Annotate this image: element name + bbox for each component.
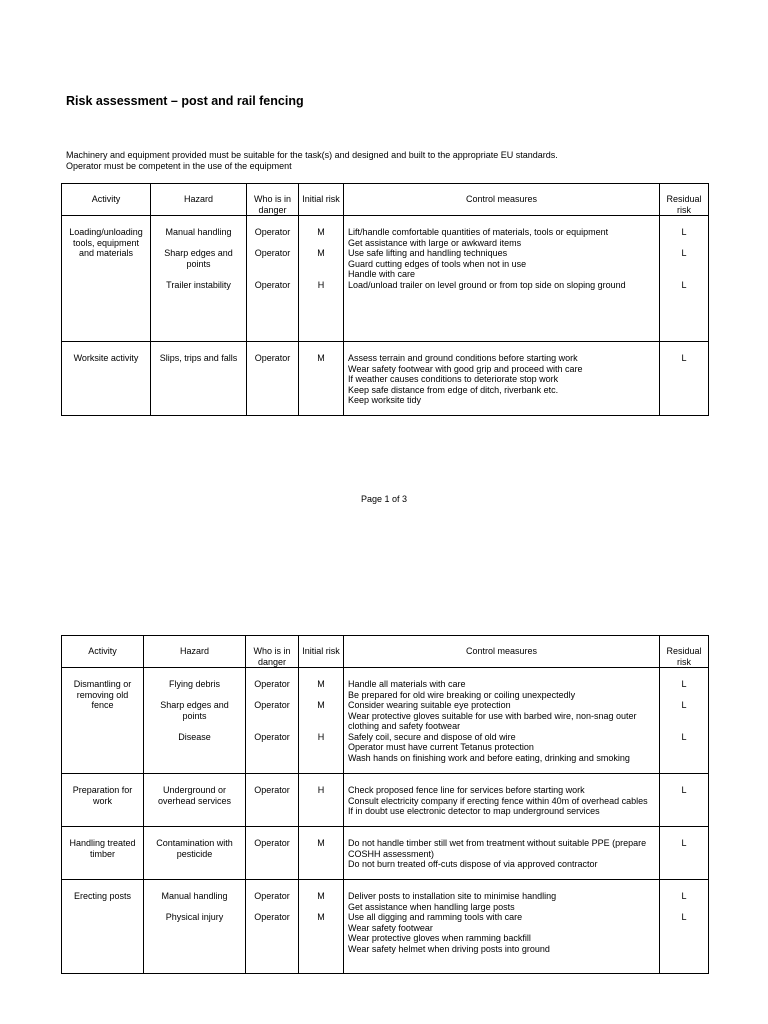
- residual-risk-value: L: [681, 353, 687, 363]
- control-measure-item: If weather causes conditions to deteriorate stop work: [348, 374, 559, 384]
- initial-risk-value: M: [317, 679, 325, 689]
- residual-risk-value: L: [681, 227, 687, 237]
- activity-cell: [62, 342, 151, 416]
- who-cell-inner: [247, 216, 298, 290]
- hazard-text: Manual handling: [165, 227, 232, 237]
- who-cell-inner: [246, 827, 298, 859]
- control-measure-item: Deliver posts to installation site to minimise handling: [348, 891, 557, 901]
- header-residual-risk: Residual risk: [660, 184, 709, 216]
- residual-risk-cell: [660, 774, 709, 827]
- initial-risk-value: M: [317, 700, 325, 710]
- spacer: [302, 721, 340, 732]
- spacer: [663, 269, 705, 280]
- intro-text: [66, 150, 706, 171]
- hazard-cell-inner: [144, 827, 245, 859]
- who-cell: [246, 668, 299, 774]
- control-measures-list: [344, 774, 659, 817]
- initial-risk-cell-inner: [299, 342, 343, 364]
- initial-risk-value: H: [317, 785, 325, 795]
- header-initial-risk: Initial risk: [299, 636, 344, 668]
- initial-risk-cell-inner: [299, 774, 343, 806]
- hazard-cell-inner: [144, 668, 245, 742]
- activity-text: Preparation for work: [72, 785, 133, 806]
- residual-risk-inner: [660, 216, 708, 290]
- residual-risk-value: L: [681, 700, 687, 710]
- hazard-text: Flying debris: [168, 679, 221, 689]
- initial-risk-value: H: [317, 279, 325, 290]
- control-measure-item: Do not burn treated off-cuts dispose of via approved contractor: [348, 859, 598, 869]
- residual-risk-value: L: [681, 912, 687, 922]
- header-who: Who is in danger: [246, 636, 299, 668]
- header-hazard: Hazard: [144, 636, 246, 668]
- residual-risk-cell: [660, 342, 709, 416]
- control-measure-item: If in doubt use electronic detector to map underground services: [348, 806, 600, 816]
- hazard-cell: [144, 668, 246, 774]
- initial-risk-cell: [299, 216, 344, 342]
- activity-text: Worksite activity: [73, 353, 139, 363]
- hazard-cell: [144, 774, 246, 827]
- initial-risk-cell: [299, 880, 344, 974]
- residual-risk-value: L: [681, 248, 687, 258]
- control-measure-item: Load/unload trailer on level ground or from top side on sloping ground: [348, 279, 626, 290]
- intro-line: Operator must be competent in the use of the equipment: [66, 160, 292, 171]
- activity-cell: [62, 774, 144, 827]
- initial-risk-value: M: [317, 838, 325, 848]
- spacer: [663, 690, 705, 701]
- control-measures-list: [344, 216, 659, 290]
- control-measure-item: Use all digging and ramming tools with care: [348, 912, 523, 922]
- control-measures-cell: [344, 774, 660, 827]
- hazard-text: Slips, trips and falls: [159, 353, 238, 363]
- control-measures-list: [344, 880, 659, 954]
- who-text: Operator: [254, 227, 291, 237]
- activity-cell: [62, 827, 144, 880]
- hazard-text: Sharp edges and points: [160, 700, 229, 721]
- residual-risk-cell: [660, 216, 709, 342]
- header-control-measures: Control measures: [344, 184, 660, 216]
- hazard-text: Manual handling: [161, 891, 228, 901]
- risk-table-2: [61, 635, 709, 974]
- who-text: Operator: [254, 700, 290, 710]
- spacer: [249, 721, 295, 732]
- table-row: [62, 668, 709, 774]
- header-activity: Activity: [62, 636, 144, 668]
- header-control-measures: Control measures: [344, 636, 660, 668]
- control-measures-cell: [344, 827, 660, 880]
- control-measure-item: Keep safe distance from edge of ditch, riverbank etc.: [348, 384, 559, 395]
- control-measure-item: Check proposed fence line for services before starting work: [348, 785, 585, 795]
- intro-line: Machinery and equipment provided must be suitable for the task(s) and designed and built to the appropriate EU standards.: [66, 150, 558, 160]
- spacer: [663, 721, 705, 732]
- who-text: Operator: [254, 891, 290, 901]
- control-measures-cell: [344, 880, 660, 974]
- initial-risk-value: M: [317, 248, 325, 258]
- hazard-text: Disease: [178, 731, 211, 742]
- who-text: Operator: [254, 912, 290, 922]
- initial-risk-cell-inner: [299, 216, 343, 290]
- hazard-cell-inner: [144, 774, 245, 806]
- control-measure-item: Handle all materials with care: [348, 679, 466, 689]
- who-cell: [246, 827, 299, 880]
- hazard-cell: [151, 216, 247, 342]
- who-cell-inner: [246, 774, 298, 806]
- residual-risk-value: L: [681, 838, 687, 848]
- spacer: [302, 238, 340, 249]
- control-measure-item: Get assistance with large or awkward items: [348, 237, 522, 248]
- spacer: [154, 238, 243, 249]
- control-measure-item: Operator must have current Tetanus protection: [348, 742, 534, 752]
- who-cell: [247, 216, 299, 342]
- spacer: [302, 902, 340, 913]
- control-measure-item: Handle with care: [348, 269, 416, 279]
- hazard-cell: [144, 827, 246, 880]
- table-row: [62, 880, 709, 974]
- control-measure-item: Wear protective gloves suitable for use with barbed wire, non-snag outer: [348, 710, 637, 721]
- activity-text: Erecting posts: [73, 891, 132, 901]
- spacer: [147, 721, 242, 732]
- spacer: [147, 902, 242, 913]
- who-text: Operator: [254, 679, 290, 689]
- activity-cell: [62, 880, 144, 974]
- control-measure-item: Wear protective gloves when ramming backfill: [348, 933, 531, 943]
- spacer: [154, 269, 243, 280]
- table-row: [62, 342, 709, 416]
- who-cell: [247, 342, 299, 416]
- page-number: Page 1 of 3: [360, 494, 408, 504]
- hazard-cell: [144, 880, 246, 974]
- who-text: Operator: [254, 731, 290, 742]
- spacer: [250, 269, 295, 280]
- residual-risk-inner: [660, 774, 708, 806]
- spacer: [147, 690, 242, 701]
- initial-risk-value: M: [317, 227, 325, 237]
- control-measure-item: Do not handle timber still wet from treatment without suitable PPE (prepare: [348, 838, 647, 848]
- initial-risk-value: H: [317, 731, 325, 742]
- table-row: [62, 774, 709, 827]
- control-measure-item: Use safe lifting and handling techniques: [348, 248, 508, 258]
- residual-risk-inner: [660, 827, 708, 859]
- residual-risk-cell: [660, 668, 709, 774]
- hazard-text: Trailer instability: [166, 279, 231, 290]
- who-cell-inner: [247, 342, 298, 364]
- control-measures-cell: [344, 342, 660, 416]
- who-text: Operator: [254, 353, 291, 363]
- initial-risk-cell: [299, 827, 344, 880]
- control-measure-item: Safely coil, secure and dispose of old wire: [348, 731, 516, 742]
- activity-cell: [62, 216, 151, 342]
- header-activity: Activity: [62, 184, 151, 216]
- initial-risk-cell: [299, 774, 344, 827]
- risk-table-1: [61, 183, 709, 416]
- spacer: [249, 902, 295, 913]
- initial-risk-value: M: [317, 912, 325, 922]
- residual-risk-inner: [660, 342, 708, 364]
- activity-cell: [62, 668, 144, 774]
- header-who: Who is in danger: [247, 184, 299, 216]
- control-measures-list: [344, 827, 659, 870]
- initial-risk-cell: [299, 668, 344, 774]
- control-measure-item: Keep worksite tidy: [348, 395, 422, 405]
- control-measure-item: Wash hands on finishing work and before eating, drinking and smoking: [348, 752, 630, 763]
- control-measures-list: [344, 668, 659, 763]
- control-measure-item: COSHH assessment): [348, 848, 435, 859]
- control-measure-item: Lift/handle comfortable quantities of materials, tools or equipment: [348, 227, 609, 237]
- residual-risk-inner: [660, 668, 708, 742]
- activity-text: Loading/unloading tools, equipment and materials: [69, 227, 143, 258]
- residual-risk-value: L: [681, 279, 687, 290]
- activity-text: Dismantling or removing old fence: [73, 679, 132, 710]
- hazard-cell: [151, 342, 247, 416]
- table-row: [62, 216, 709, 342]
- control-measures-list: [344, 342, 659, 406]
- who-text: Operator: [254, 838, 290, 848]
- who-cell: [246, 774, 299, 827]
- table-row: [62, 827, 709, 880]
- residual-risk-value: L: [681, 785, 687, 795]
- activity-text: Handling treated timber: [69, 838, 136, 859]
- page-title: Risk assessment – post and rail fencing: [66, 94, 304, 108]
- control-measure-item: Guard cutting edges of tools when not in use: [348, 258, 527, 269]
- initial-risk-cell-inner: [299, 668, 343, 742]
- initial-risk-value: M: [317, 353, 325, 363]
- hazard-text: Physical injury: [165, 912, 224, 922]
- residual-risk-cell: [660, 827, 709, 880]
- hazard-cell-inner: [151, 216, 246, 290]
- control-measure-item: Wear safety footwear: [348, 922, 433, 933]
- spacer: [249, 690, 295, 701]
- residual-risk-value: L: [681, 891, 687, 901]
- hazard-text: Contamination with pesticide: [156, 838, 233, 859]
- who-text: Operator: [254, 248, 291, 258]
- spacer: [250, 238, 295, 249]
- control-measure-item: Assess terrain and ground conditions before starting work: [348, 353, 578, 363]
- who-cell: [246, 880, 299, 974]
- header-initial-risk: Initial risk: [299, 184, 344, 216]
- spacer: [302, 269, 340, 280]
- residual-risk-value: L: [681, 731, 687, 742]
- initial-risk-cell-inner: [299, 880, 343, 923]
- spacer: [302, 690, 340, 701]
- who-text: Operator: [254, 785, 290, 795]
- spacer: [663, 238, 705, 249]
- residual-risk-inner: [660, 880, 708, 923]
- who-cell-inner: [246, 880, 298, 923]
- control-measure-item: Be prepared for old wire breaking or coiling unexpectedly: [348, 689, 576, 700]
- residual-risk-value: L: [681, 679, 687, 689]
- hazard-cell-inner: [144, 880, 245, 923]
- control-measures-cell: [344, 216, 660, 342]
- hazard-text: Underground or overhead services: [157, 785, 232, 806]
- header-residual-risk: Residual risk: [660, 636, 709, 668]
- control-measure-item: Wear safety footwear with good grip and proceed with care: [348, 363, 583, 374]
- control-measure-item: Consider wearing suitable eye protection: [348, 700, 511, 710]
- residual-risk-cell: [660, 880, 709, 974]
- control-measures-cell: [344, 668, 660, 774]
- control-measure-item: clothing and safety footwear: [348, 721, 461, 731]
- spacer: [663, 902, 705, 913]
- who-text: Operator: [254, 279, 291, 290]
- control-measure-item: Get assistance when handling large posts: [348, 901, 515, 912]
- initial-risk-cell: [299, 342, 344, 416]
- initial-risk-cell-inner: [299, 827, 343, 859]
- hazard-text: Sharp edges and points: [164, 248, 233, 269]
- control-measure-item: Consult electricity company if erecting fence within 40m of overhead cables: [348, 795, 648, 806]
- control-measure-item: Wear safety helmet when driving posts into ground: [348, 943, 550, 954]
- hazard-cell-inner: [151, 342, 246, 364]
- header-hazard: Hazard: [151, 184, 247, 216]
- initial-risk-value: M: [317, 891, 325, 901]
- who-cell-inner: [246, 668, 298, 742]
